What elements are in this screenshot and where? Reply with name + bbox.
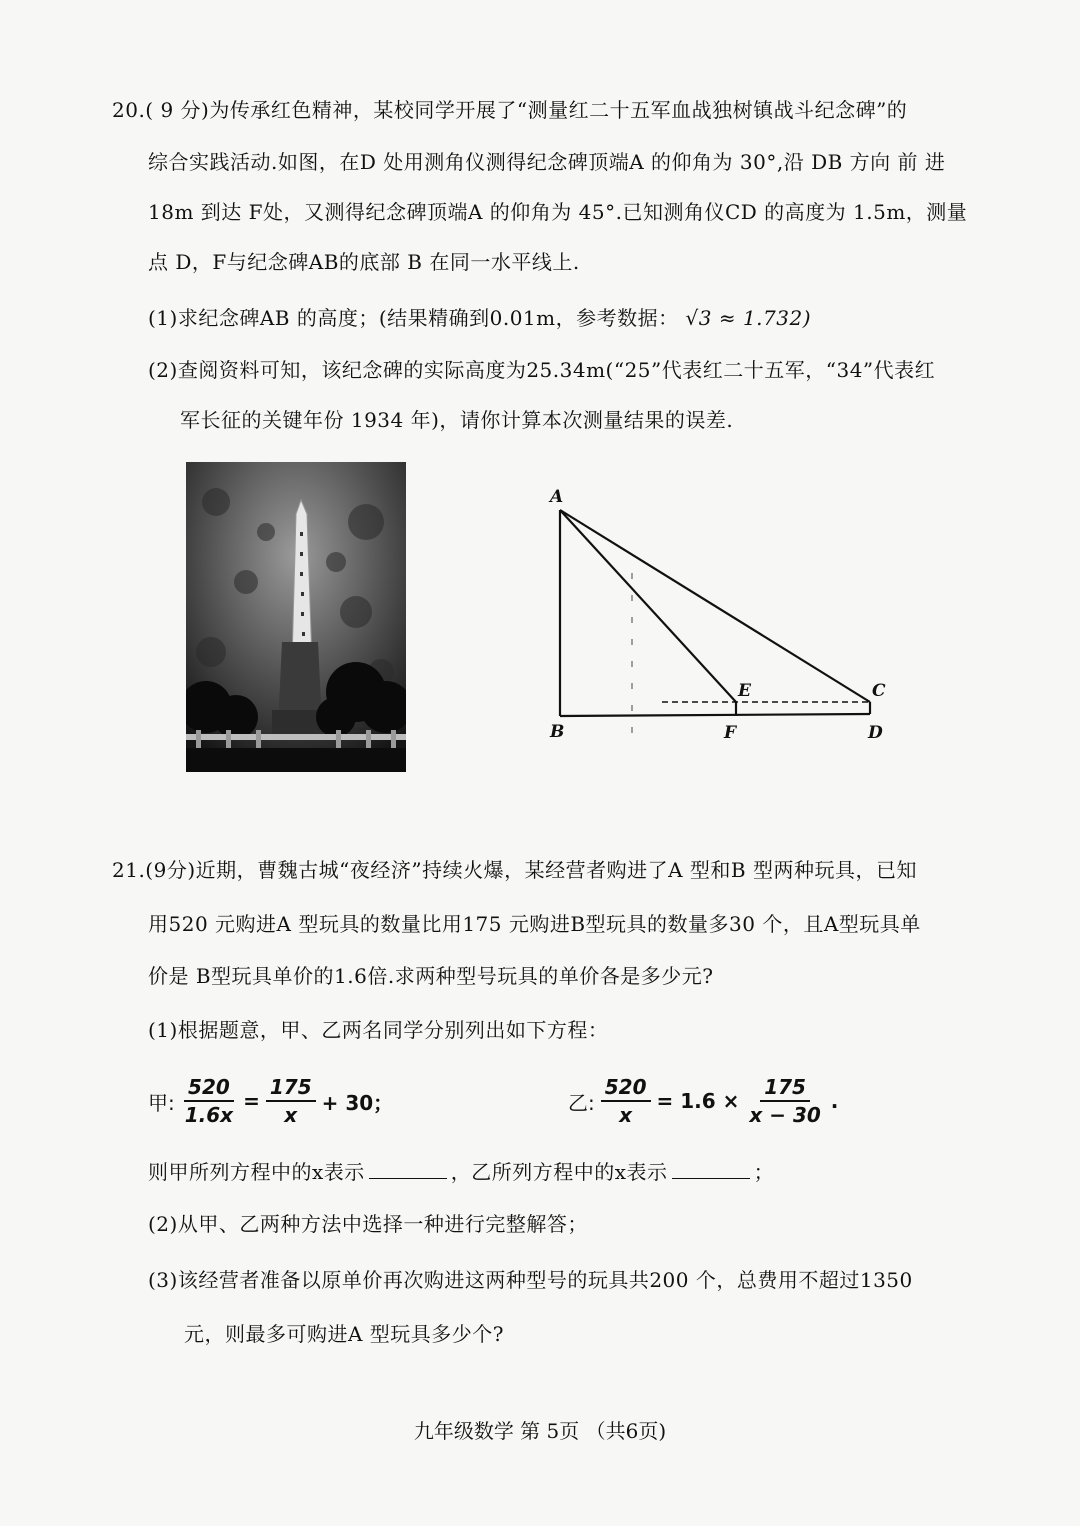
q20-part-1-text: (1)求纪念碑AB 的高度；(结果精确到0.01m，参考数据： [148, 306, 679, 330]
page-footer: 九年级数学 第 5页 （共6页) [413, 1419, 667, 1443]
answer-blank-1[interactable] [369, 1160, 447, 1179]
eq-jia-equals: = [243, 1089, 260, 1113]
label-e: E [738, 681, 751, 701]
q20-part-2-line-2: 军长征的关键年份 1934 年)，请你计算本次测量结果的误差. [180, 408, 734, 432]
line-bd [560, 714, 870, 716]
eq-jia-fraction-1 [181, 1074, 237, 1128]
eq-yi-tail: . [830, 1089, 839, 1113]
q21-part-1: (1)根据题意，甲、乙两名同学分别列出如下方程： [148, 1018, 609, 1042]
eq-jia-numerator-2: 175 [266, 1074, 316, 1102]
eq-yi-fraction-1 [601, 1074, 651, 1128]
label-a: A [550, 487, 564, 507]
label-d: D [868, 723, 883, 743]
eq-jia-tail: + 30； [321, 1090, 394, 1115]
q21-part-2: (2)从甲、乙两种方法中选择一种进行完整解答； [148, 1212, 588, 1236]
q21-line-2: 用520 元购进A 型玩具的数量比用175 元购进B型玩具的数量多30 个，且A型玩具单 [148, 912, 921, 936]
eq-jia-denominator-2: x [284, 1103, 298, 1127]
q21-part-3-line-2: 元，则最多可购进A 型玩具多少个? [184, 1322, 505, 1346]
eq-yi-denominator-2: x − 30 [749, 1103, 821, 1127]
equation-jia [148, 1074, 393, 1128]
eq-yi-label: 乙: [568, 1090, 595, 1115]
fill-in-prefix-a: 则甲所列方程中的x表示 [148, 1160, 365, 1184]
monument-photo-drawing [186, 462, 406, 772]
q20-line-1: 20.( 9 分)为传承红色精神，某校同学开展了“测量红二十五军血战独树镇战斗纪念碑”的 [112, 98, 908, 122]
label-c: C [872, 681, 886, 701]
equation-yi [568, 1074, 838, 1128]
answer-blank-2[interactable] [672, 1160, 750, 1179]
q21-fill-in-line [148, 1158, 774, 1186]
eq-jia-numerator-1: 520 [184, 1074, 234, 1102]
q21-line-3: 价是 B型玩具单价的1.6倍.求两种型号玩具的单价各是多少元? [148, 964, 714, 988]
q20-part-1 [148, 304, 811, 332]
q20-line-4: 点 D，F与纪念碑AB的底部 B 在同一水平线上. [148, 250, 580, 274]
eq-yi-equals: = 1.6 × [656, 1089, 740, 1113]
q20-part-2-line-1: (2)查阅资料可知，该纪念碑的实际高度为25.34m(“25”代表红二十五军，“34”代表红 [148, 358, 936, 382]
geometry-diagram [540, 478, 900, 762]
label-b: B [550, 722, 565, 742]
q20-line-3: 18m 到达 F处，又测得纪念碑顶端A 的仰角为 45°.已知测角仪CD 的高度为 1.5m，测量 [148, 200, 968, 224]
q20-sqrt-reference: √3 ≈ 1.732) [685, 306, 811, 330]
eq-yi-numerator-2: 175 [760, 1074, 810, 1102]
geometry-diagram-svg [540, 478, 900, 758]
label-f: F [724, 723, 737, 743]
line-ac [560, 510, 870, 702]
q21-part-3-line-1: (3)该经营者准备以原单价再次购进这两种型号的玩具共200 个，总费用不超过1350 [148, 1268, 913, 1292]
q21-line-1: 21.(9分)近期，曹魏古城“夜经济”持续火爆，某经营者购进了A 型和B 型两种玩具，已知 [112, 858, 917, 882]
eq-yi-fraction-2 [745, 1074, 824, 1128]
eq-jia-fraction-2 [266, 1074, 316, 1128]
eq-yi-numerator-1: 520 [601, 1074, 651, 1102]
eq-jia-denominator-1: 1.6x [184, 1103, 234, 1127]
monument-photo [186, 462, 406, 772]
q20-line-2: 综合实践活动.如图，在D 处用测角仪测得纪念碑顶端A 的仰角为 30°,沿 DB 方向 前 进 [148, 150, 946, 174]
fill-in-prefix-b: ，乙所列方程中的x表示 [450, 1160, 668, 1184]
eq-jia-label: 甲: [148, 1090, 175, 1115]
line-ae [560, 510, 736, 702]
eq-yi-denominator-1: x [619, 1103, 633, 1127]
fill-in-end: ； [753, 1160, 775, 1184]
